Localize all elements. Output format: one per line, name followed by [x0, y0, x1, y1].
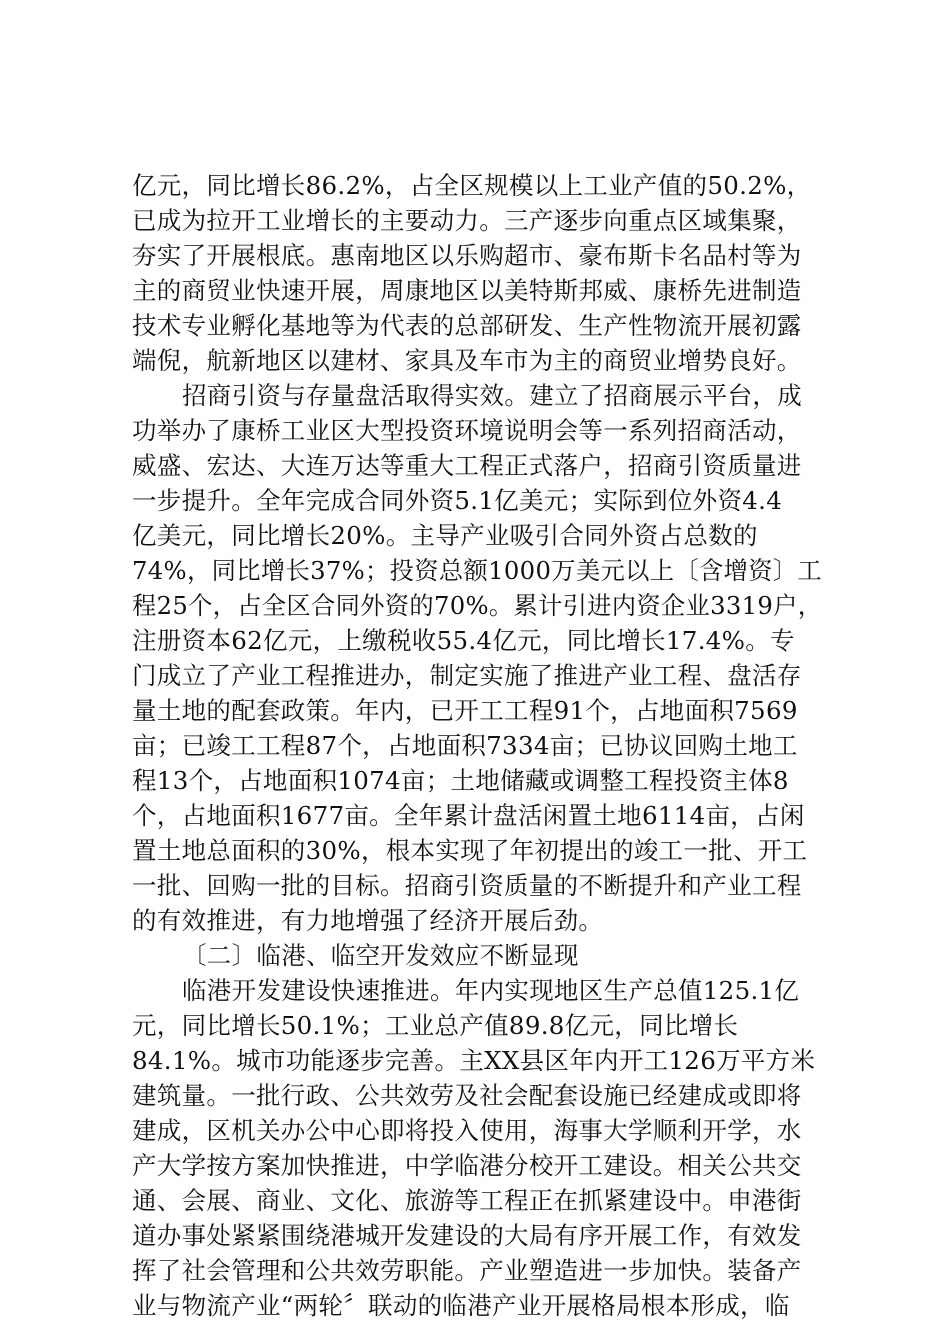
text-line: 通、会展、商业、文化、旅游等工程正在抓紧建设中。申港街 — [132, 1186, 802, 1215]
text-line: 程13个，占地面积1074亩；土地储藏或调整工程投资主体8 — [132, 766, 789, 795]
text-line: 程25个，占全区合同外资的70%。累计引进内资企业3319户， — [132, 591, 823, 620]
text-line: 技术专业孵化基地等为代表的总部研发、生产性物流开展初露 — [132, 311, 802, 340]
text-line: 一批、回购一批的目标。招商引资质量的不断提升和产业工程 — [132, 871, 802, 900]
text-line: 门成立了产业工程推进办，制定实施了推进产业工程、盘活存 — [132, 661, 802, 690]
text-line: 的有效推进，有力地增强了经济开展后劲。 — [132, 906, 604, 935]
text-line: 亿美元，同比增长20%。主导产业吸引合同外资占总数的 — [132, 521, 758, 550]
text-line: 业与物流产业“两轮〞联动的临港产业开展格局根本形成，临 — [132, 1291, 790, 1320]
text-line: 建筑量。一批行政、公共效劳及社会配套设施已经建成或即将 — [132, 1081, 802, 1110]
text-line: 元，同比增长50.1%；工业总产值89.8亿元，同比增长 — [132, 1011, 739, 1040]
text-line: 产大学按方案加快推进，中学临港分校开工建设。相关公共交 — [132, 1151, 802, 1180]
text-line: 挥了社会管理和公共效劳职能。产业塑造进一步加快。装备产 — [132, 1256, 802, 1285]
text-line: 注册资本62亿元，上缴税收55.4亿元，同比增长17.4%。专 — [132, 626, 795, 655]
paragraph-start-line: 招商引资与存量盘活取得实效。建立了招商展示平台，成 — [182, 381, 802, 410]
text-line: 夯实了开展根底。惠南地区以乐购超市、豪布斯卡名品村等为 — [132, 241, 802, 270]
text-line: 74%，同比增长37%；投资总额1000万美元以上〔含增资〕工 — [132, 556, 823, 585]
text-line: 84.1%。城市功能逐步完善。主XX县区年内开工126万平方米 — [132, 1046, 816, 1075]
text-line: 一步提升。全年完成合同外资5.1亿美元；实际到位外资4.4 — [132, 486, 783, 515]
text-line: 端倪，航新地区以建材、家具及车市为主的商贸业增势良好。 — [132, 346, 802, 375]
text-line: 个，占地面积1677亩。全年累计盘活闲置土地6114亩，占闲 — [132, 801, 805, 830]
paragraph-start-line: 临港开发建设快速推进。年内实现地区生产总值125.1亿 — [182, 976, 800, 1005]
text-line: 置土地总面积的30%，根本实现了年初提出的竣工一批、开工 — [132, 836, 808, 865]
text-line: 已成为拉开工业增长的主要动力。三产逐步向重点区域集聚， — [132, 206, 802, 235]
text-line: 亿元，同比增长86.2%，占全区规模以上工业产值的50.2%， — [132, 171, 812, 200]
text-line: 量土地的配套政策。年内，已开工工程91个，占地面积7569 — [132, 696, 798, 725]
text-line: 主的商贸业快速开展，周康地区以美特斯邦威、康桥先进制造 — [132, 276, 802, 305]
text-line: 道办事处紧紧围绕港城开发建设的大局有序开展工作，有效发 — [132, 1221, 802, 1250]
text-line: 建成，区机关办公中心即将投入使用，海事大学顺利开学，水 — [132, 1116, 802, 1145]
document-body — [132, 168, 822, 1323]
text-line: 亩；已竣工工程87个，占地面积7334亩；已协议回购土地工 — [132, 731, 798, 760]
text-line: 威盛、宏达、大连万达等重大工程正式落户，招商引资质量进 — [132, 451, 802, 480]
text-line: 功举办了康桥工业区大型投资环境说明会等一系列招商活动， — [132, 416, 802, 445]
paragraph-start-line: 〔二〕临港、临空开发效应不断显现 — [182, 941, 579, 970]
